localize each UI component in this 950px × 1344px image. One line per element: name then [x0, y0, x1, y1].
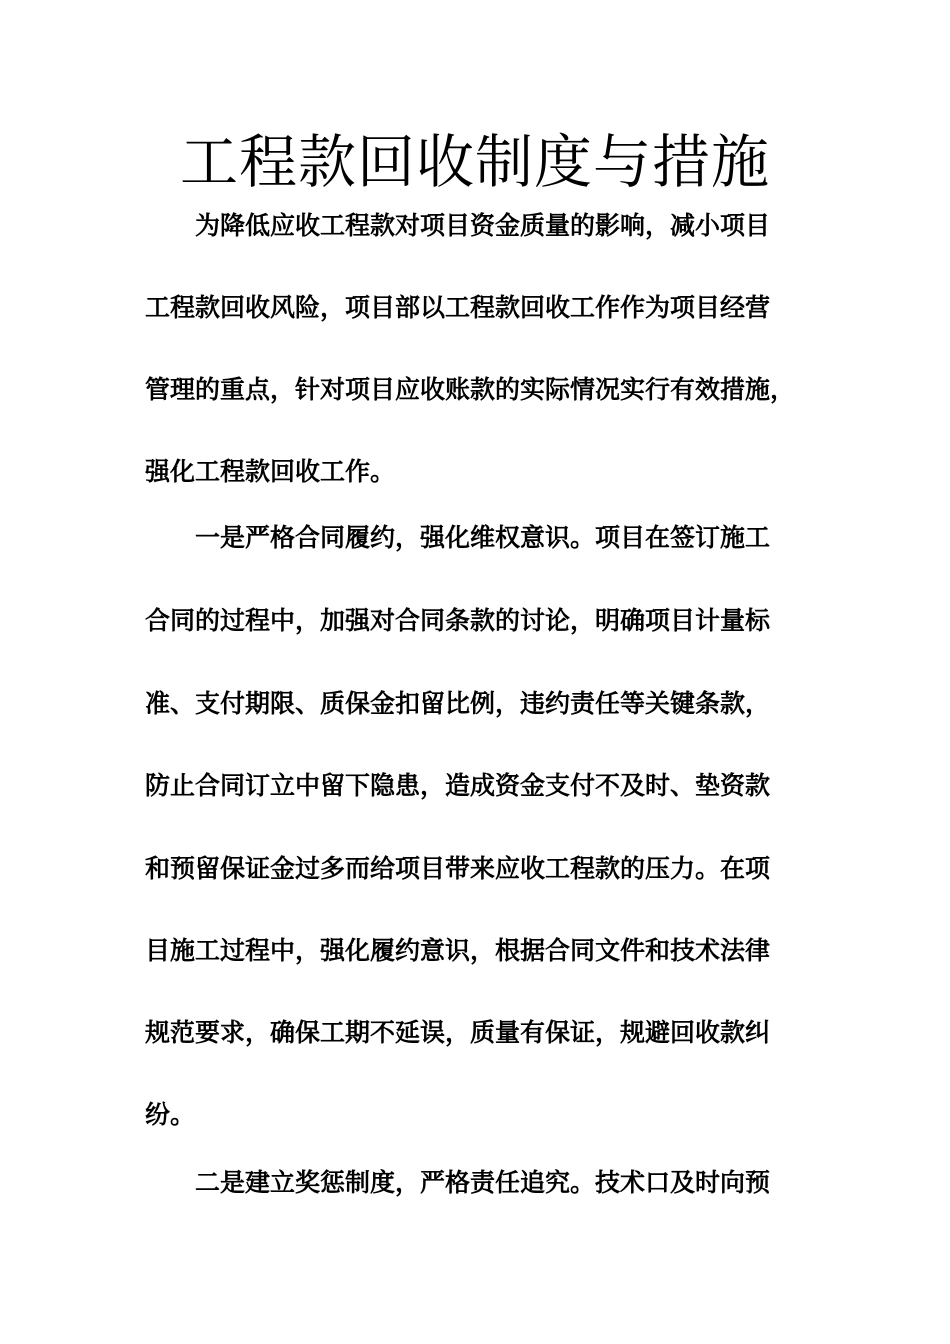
paragraph-line: 防止合同订立中留下隐患，造成资金支付不及时、垫资款 — [145, 771, 771, 800]
paragraph-line: 为降低应收工程款对项目资金质量的影响，减小项目 — [195, 211, 771, 240]
paragraph-line: 合同的过程中，加强对合同条款的讨论，明确项目计量标 — [145, 606, 771, 635]
paragraph-line: 二是建立奖惩制度，严格责任追究。技术口及时向预 — [195, 1168, 771, 1197]
paragraph-line: 和预留保证金过多而给项目带来应收工程款的压力。在项 — [145, 854, 771, 883]
paragraph-line: 纷。 — [145, 1100, 196, 1129]
paragraph-line: 目施工过程中，强化履约意识，根据合同文件和技术法律 — [145, 936, 771, 965]
paragraph-line: 管理的重点，针对项目应收账款的实际情况实行有效措施， — [145, 375, 796, 404]
paragraph-line: 工程款回收风险，项目部以工程款回收工作作为项目经营 — [145, 293, 771, 322]
paragraph-line: 强化工程款回收工作。 — [145, 457, 396, 486]
paragraph-line: 准、支付期限、质保金扣留比例，违约责任等关键条款， — [145, 689, 771, 718]
paragraph-line: 规范要求，确保工期不延误，质量有保证，规避回收款纠 — [145, 1018, 771, 1047]
paragraph-line: 一是严格合同履约，强化维权意识。项目在签订施工 — [195, 523, 771, 552]
document-title: 工程款回收制度与措施 — [179, 128, 770, 196]
